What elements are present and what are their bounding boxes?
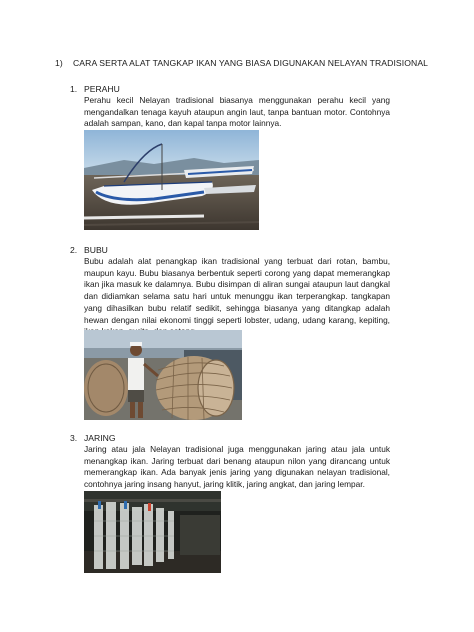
section-title-text: BUBU — [84, 245, 108, 255]
section-title-jaring — [70, 433, 116, 443]
heading-number: 1) — [55, 58, 63, 68]
section-number: 3. — [70, 433, 78, 443]
section-title-bubu — [70, 245, 108, 255]
section-number: 1. — [70, 84, 78, 94]
boat-photo — [84, 130, 259, 230]
document-heading — [55, 58, 428, 68]
section-title-perahu — [70, 84, 120, 94]
bubu-trap-photo — [84, 330, 242, 420]
jaring-net-photo — [84, 491, 221, 573]
section-body-jaring: Jaring atau jala Nelayan tradisional juga menggunakan jaring atau jala untuk menangkap ikan. Jaring terbuat dari benang ataupun nilon yang dirancang untuk memerangkap ikan. Ada banyak jenis jaring yang digunakan nelayan tradisional, contohnya jaring insang hanyut, jaring klitik, jaring angkat, dan jaring lempar. — [84, 444, 390, 490]
heading-text: CARA SERTA ALAT TANGKAP IKAN YANG BIASA DIGUNAKAN NELAYAN TRADISIONAL — [73, 58, 429, 68]
section-body-perahu: Perahu kecil Nelayan tradisional biasanya menggunakan perahu kecil yang mengandalkan tenaga kayuh ataupun angin laut, tanpa bantuan motor. Contohnya adalah sampan, kano, dan kapal tanpa motor lainnya. — [84, 95, 390, 129]
section-body-bubu: Bubu adalah alat penangkap ikan tradisional yang terbuat dari rotan, bambu, maupun kayu. Bubu biasanya berbentuk seperti corong yang dapat memerangkap ikan jika masuk ke dalamnya. Bubu disimpan di aliran sungai ataupun laut dangkal dan didiamkan selama satu hari untuk menunggu ikan terperangkap. tangkapan yang dihasilkan bubu relatif sedikit, sehingga biasanya yang ditangkap adalah hewan dengan nilai ekonomi tinggi seperti lobster, udang, udang karang, kepiting, — [84, 256, 390, 325]
section-title-text: PERAHU — [84, 84, 120, 94]
section-number: 2. — [70, 245, 78, 255]
section-title-text: JARING — [84, 433, 116, 443]
